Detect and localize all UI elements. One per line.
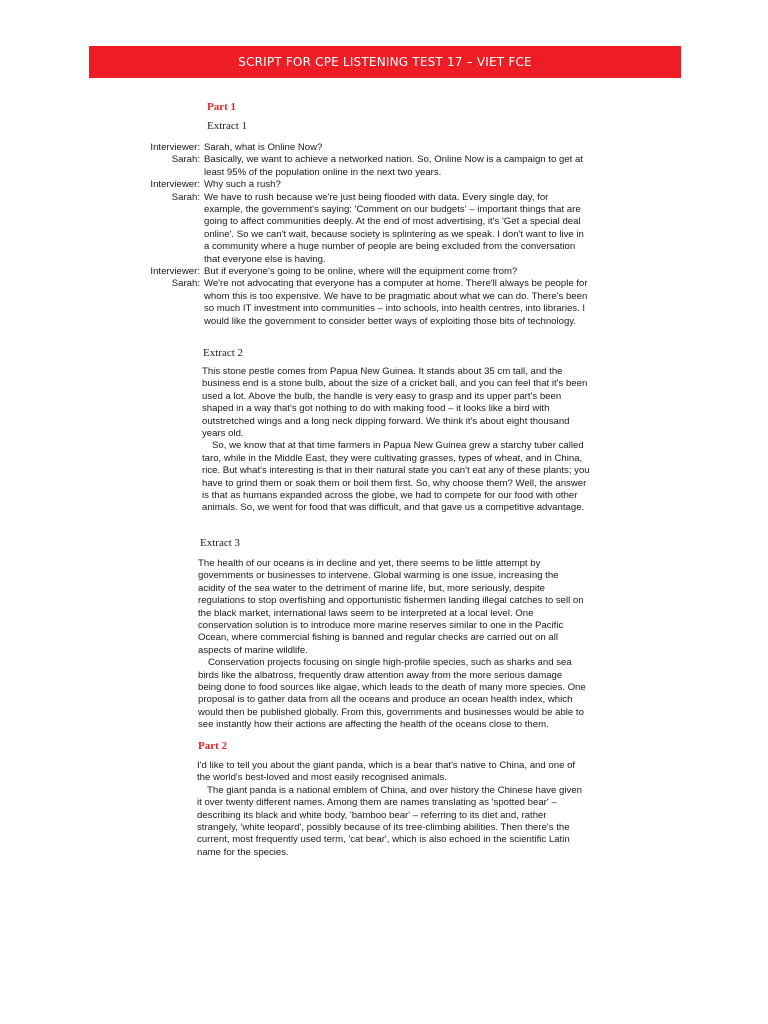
paragraph: So, we know that at that time farmers in Papua New Guinea grew a starchy tuber called taro, while in the Middle East, they were cultivating grasses, types of wheat, and in China, rice. But what's interesting is that in their natural state you can't eat any of these plants; you have to grind them or soak them or boil them first. So, why choose them? Well, the answer is that as humans expanded across the globe, we had to compete for our food with other animals. So, we went for food that was difficult, and that gave us a competitive advantage. xyxy=(202,440,590,514)
part2-body xyxy=(197,760,587,859)
document-title: SCRIPT FOR CPE LISTENING TEST 17 – VIET FCE xyxy=(238,55,532,69)
extract1-dialogue xyxy=(136,142,596,328)
dialogue-turn xyxy=(136,142,596,154)
document-title-banner xyxy=(89,46,681,78)
dialogue-turn xyxy=(136,278,596,328)
extract3-body xyxy=(198,558,588,732)
dialogue-turn xyxy=(136,192,596,266)
speaker-label: Sarah: xyxy=(171,191,200,203)
speech-text: We have to rush because we're just being flooded with data. Every single day, for example, the government's saying: 'Comment on our budgets' – important things that are going to affect communities deeply. At the end of most advertising, it's 'Get a special deal online'. So we can't wait, because society is splintering as we speak. I don't want to live in a community where a huge number of people are being excluded from the conversation that everyone else is having. xyxy=(204,191,584,265)
dialogue-turn xyxy=(136,179,596,191)
speech-text: Why such a rush? xyxy=(204,179,281,191)
extract2-heading: Extract 2 xyxy=(203,347,244,359)
speech-text: We're not advocating that everyone has a computer at home. There'll always be people for whom this is too expensive. We have to be pragmatic about what we can do. There's been so much IT investment into communities – into schools, into health centres, into libraries. I would like the government to consider better ways of exploiting those bits of technology. xyxy=(204,278,588,327)
extract1-heading: Extract 1 xyxy=(207,120,248,132)
speech-text: But if everyone's going to be online, where will the equipment come from? xyxy=(204,266,518,278)
speech-text: Basically, we want to achieve a networked nation. So, Online Now is a campaign to get at least 95% of the population online in the next two years. xyxy=(204,154,583,178)
dialogue-turn xyxy=(136,154,596,179)
paragraph: I'd like to tell you about the giant panda, which is a bear that's native to China, and one of the world's best-loved and most easily recognised animals. xyxy=(197,760,576,784)
speaker-label: Interviewer: xyxy=(150,266,200,278)
paragraph: This stone pestle comes from Papua New Guinea. It stands about 35 cm tall, and the business end is a stone bulb, about the size of a cricket ball, and you can feel that it's been used a lot. Above the bulb, the handle is very easy to grasp and its upper part's been shaped in a way that's got nothing to do with making food – it looks like a bird with outstretched wings and a long neck dipping forward. We think it's about eight thousand years old. xyxy=(202,366,588,440)
speech-text: Sarah, what is Online Now? xyxy=(204,142,323,153)
paragraph: The giant panda is a national emblem of China, and over history the Chinese have given it over twenty different names. Among them are names translating as 'spotted bear' – describing its black and white body, 'bamboo bear' – referring to its diet and, rather strangely, 'white leopard', possibly because of its tree-climbing abilities. Then there's the current, most frequently used term, 'cat bear', which is also echoed in the scientific Latin name for the species. xyxy=(197,784,582,858)
speaker-label: Sarah: xyxy=(171,154,200,166)
speaker-label: Sarah: xyxy=(171,278,200,290)
speaker-label: Interviewer: xyxy=(150,179,200,191)
paragraph: The health of our oceans is in decline and yet, there seems to be little attempt by governments or businesses to intervene. Global warming is one issue, increasing the acidity of the sea water to the detriment of marine life, but, more seriously, despite regulations to stop overfishing and opportunistic fishermen landing illegal catches to sell on the black market, international laws seem to be interpreted at a local level. One conservation solution is to introduce more marine reserves similar to one in the Pacific Ocean, where commercial fishing is banned and regular checks are carried out on all aspects of marine wildlife. xyxy=(198,558,584,656)
paragraph: Conservation projects focusing on single high-profile species, such as sharks and sea birds like the albatross, frequently draw attention away from the more serious damage being done to food sources like algae, which leads to the death of many more species. One proposal is to gather data from all the oceans and produce an ocean health index, which would then be published globally. From this, governments and businesses would be able to see instantly how their actions are affecting the health of the oceans close to them. xyxy=(198,657,586,731)
dialogue-turn xyxy=(136,266,596,278)
extract2-body xyxy=(202,366,592,515)
part2-label: Part 2 xyxy=(198,740,228,752)
speaker-label: Interviewer: xyxy=(150,142,200,153)
extract3-heading: Extract 3 xyxy=(200,537,241,549)
part1-label: Part 1 xyxy=(207,101,237,113)
